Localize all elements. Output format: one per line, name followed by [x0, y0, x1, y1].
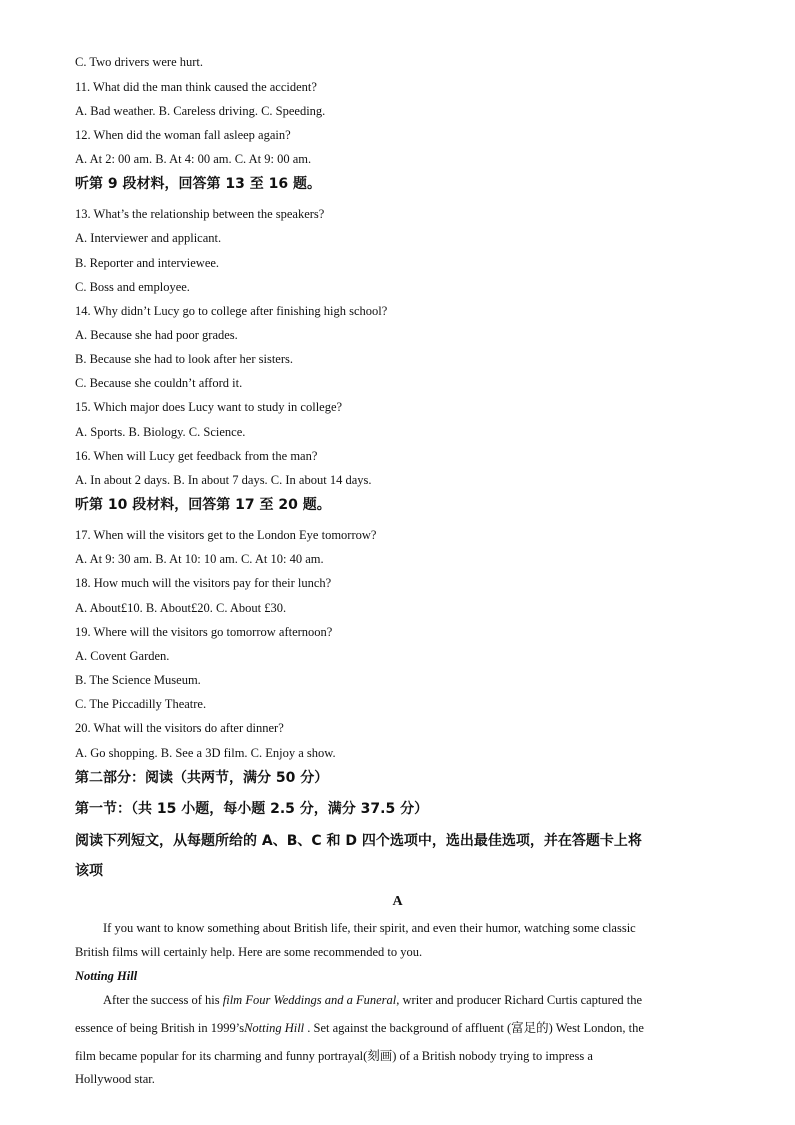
- q14-option-b: B. Because she had to look after her sisters.: [75, 352, 293, 366]
- film-para-line1-text-b: , writer and producer Richard Curtis captured the: [396, 993, 643, 1007]
- passage-label: A: [392, 894, 403, 909]
- film-para-line2-text-b: . Set against the background of affluent (富足的) West London, the: [304, 1021, 644, 1035]
- q12-options: A. At 2: 00 am. B. At 4: 00 am. C. At 9: 00 am.: [75, 152, 312, 166]
- section10-heading: 听第 10 段材料，回答第 17 至 20 题。: [75, 497, 331, 513]
- film-para-line4: Hollywood star.: [75, 1072, 155, 1086]
- instruction-line2: 该项: [75, 863, 103, 879]
- q13-option-c: C. Boss and employee.: [75, 280, 190, 294]
- film-para-line2: [75, 1018, 725, 1036]
- q20-options: A. Go shopping. B. See a 3D film. C. Enjoy a show.: [75, 746, 336, 760]
- film-para-line1-film: film Four Weddings and a Funeral: [222, 993, 397, 1007]
- q15-question: 15. Which major does Lucy want to study in college?: [75, 400, 343, 414]
- q19-option-a: A. Covent Garden.: [75, 649, 170, 663]
- film-title: Notting Hill: [75, 969, 138, 983]
- intro-line1: If you want to know something about British life, their spirit, and even their humor, watching some classic: [103, 921, 636, 935]
- q19-option-c: C. The Piccadilly Theatre.: [75, 697, 207, 711]
- q10-option-c: C. Two drivers were hurt.: [75, 55, 204, 69]
- q15-options: A. Sports. B. Biology. C. Science.: [75, 425, 246, 439]
- q20-question: 20. What will the visitors do after dinner?: [75, 721, 284, 735]
- q17-options: A. At 9: 30 am. B. At 10: 10 am. C. At 10: 40 am.: [75, 552, 324, 566]
- q19-option-b: B. The Science Museum.: [75, 673, 201, 687]
- q18-options: A. About£10. B. About£20. C. About £30.: [75, 601, 287, 615]
- q17-question: 17. When will the visitors get to the London Eye tomorrow?: [75, 528, 377, 542]
- intro-line2: British films will certainly help. Here are some recommended to you.: [75, 945, 423, 959]
- q13-option-a: A. Interviewer and applicant.: [75, 231, 222, 245]
- q14-option-a: A. Because she had poor grades.: [75, 328, 238, 342]
- film-para-line3: film became popular for its charming and funny portrayal(刻画) of a British nobody trying to impress a: [75, 1049, 593, 1063]
- q14-question: 14. Why didn’t Lucy go to college after finishing high school?: [75, 304, 388, 318]
- instruction-line1: 阅读下列短文，从每题所给的 A、B、C 和 D 四个选项中，选出最佳选项，并在答题卡上将: [75, 833, 642, 849]
- film-para-line2-text-a: essence of being British in 1999’s: [75, 1021, 245, 1035]
- q11-question: 11. What did the man think caused the accident?: [75, 80, 317, 94]
- section9-heading: 听第 9 段材料，回答第 13 至 16 题。: [75, 176, 321, 192]
- film-para-line2-film: Notting Hill: [244, 1021, 305, 1035]
- q14-option-c: C. Because she couldn’t afford it.: [75, 376, 243, 390]
- q11-options: A. Bad weather. B. Careless driving. C. Speeding.: [75, 104, 326, 118]
- part2-heading: 第二部分：阅读（共两节，满分 50 分）: [75, 770, 329, 786]
- q18-question: 18. How much will the visitors pay for their lunch?: [75, 576, 332, 590]
- section1-heading: 第一节：（共 15 小题，每小题 2.5 分，满分 37.5 分）: [75, 801, 429, 817]
- q16-options: A. In about 2 days. B. In about 7 days. C. In about 14 days.: [75, 473, 372, 487]
- film-para-line1-text-a: After the success of his: [103, 993, 223, 1007]
- film-para-line1: [103, 993, 733, 1008]
- q13-option-b: B. Reporter and interviewee.: [75, 256, 220, 270]
- q12-question: 12. When did the woman fall asleep again?: [75, 128, 291, 142]
- q13-question: 13. What’s the relationship between the speakers?: [75, 207, 325, 221]
- q19-question: 19. Where will the visitors go tomorrow afternoon?: [75, 625, 333, 639]
- q16-question: 16. When will Lucy get feedback from the man?: [75, 449, 318, 463]
